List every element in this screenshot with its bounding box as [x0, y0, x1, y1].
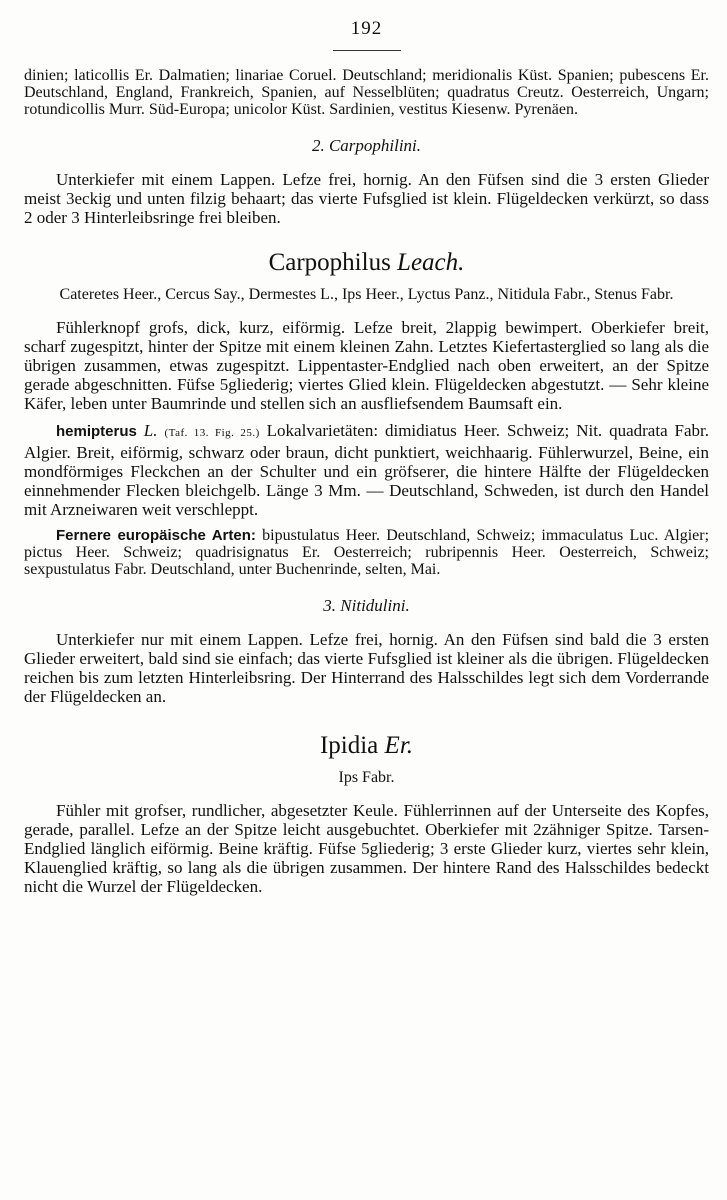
other-species-label: Fernere europäische Arten: [56, 527, 256, 544]
section-title-carpophilini: 2. Carpophilini. [311, 136, 422, 155]
spacer [24, 413, 709, 421]
nitidulini-paragraph: Unterkiefer nur mit einem Lappen. Lefze frei, hornig. An den Füfsen sind bald die 3 ersten Glieder erweitert, bald sind sie einfach; das vierte Fufsglied ist kleiner als die übrigen. Flügeldecken reichen bis zum letzten Hinterleibsring. Der Hinterrand des Halsschildes legt sich dem Vorderrande der Flügeldecken an. [24, 630, 709, 706]
intro-paragraph: dinien; laticollis Er. Dalmatien; linariae Coruel. Deutschland; meridionalis Küst. Spanien; pubescens Er. Deutschland, England, Frankreich, Spanien, auf Nesselblüten; quadratus Creutz. Oesterreich, Ungarn; rotundicollis Murr. Süd-Europa; unicolor Küst. Sardinien, vestitus Kiesenw. Pyrenäen. [24, 67, 709, 118]
genus-author: Leach. [397, 249, 465, 276]
species-name: hemipterus [56, 423, 137, 440]
species-reference: (Taf. 13. Fig. 25.) [164, 427, 260, 439]
other-species-text: bipustulatus Heer. Deutschland, Schweiz; immaculatus Luc. Algier; pictus Heer. Schweiz; quadrisignatus Er. Oesterreich; rubripennis Heer. Oesterreich, Schweiz; sexpustulatus Fabr. Deutschland, unter Buchenrinde, selten, Mai. [24, 527, 710, 578]
section-title-nitidulini: 3. Nitidulini. [323, 596, 410, 615]
page-number: 192 [350, 18, 383, 39]
genus-author: Er. [384, 732, 414, 759]
ipidia-description: Fühler mit grofser, rundlicher, abgesetzter Keule. Fühlerrinnen auf der Unterseite des Kopfes, gerade, parallel. Lefze an der Spitze leicht ausgebuchtet. Oberkiefer mit 2zähniger Spitze. Tarsen-Endglied länglich eiförmig. Beine kräftig. Füfse 5gliederig; 3 erste Glieder kurz, viertes sehr klein, Klauenglied kräftig, so lang als die übrigen zusammen. Der hintere Rand des Halsschildes bedeckt nicht die Wurzel der Flügeldecken. [24, 801, 709, 896]
spacer [24, 519, 709, 527]
genus-name: Ipidia [319, 732, 379, 759]
carpophilus-synonyms: Cateretes Heer., Cercus Say., Dermestes L., Ips Heer., Lyctus Panz., Nitidula Fabr., Stenus Fabr. [59, 286, 674, 303]
header-rule [333, 50, 401, 51]
carpophilini-paragraph: Unterkiefer mit einem Lappen. Lefze frei, hornig. An den Füfsen sind die 3 ersten Glieder meist 3eckig und unten filzig behaart; das vierte Fufsglied ist klein. Flügeldecken verkürzt, so dass 2 oder 3 Hinterleibsringe frei bleiben. [24, 170, 709, 227]
other-species [24, 527, 709, 578]
genus-title-ipidia [24, 732, 709, 760]
species-author: L. [143, 421, 158, 440]
genus-title-carpophilus [24, 249, 709, 277]
carpophilus-description: Fühlerknopf grofs, dick, kurz, eiförmig. Lefze breit, 2lappig bewimpert. Oberkiefer breit, scharf zugespitzt, hinter der Spitze mit einem kleinen Zahn. Letztes Kiefertasterglied so lang als die übrigen zusammen, etwas zugespitzt. Lippentaster-Endglied nach oben erweitert, an der Spitze gerade abgeschnitten. Füfse 5gliederig; viertes Glied klein. Flügeldecken abgestutzt. — Sehr kleine Käfer, leben unter Baumrinde und stellen sich an ausfliefsendem Baumsaft ein. [24, 318, 709, 413]
genus-name: Carpophilus [268, 249, 391, 276]
ipidia-synonym: Ips Fabr. [338, 769, 395, 786]
species-text: Lokalvarietäten: dimidiatus Heer. Schweiz; Nit. quadrata Fabr. Algier. Breit, eiförmig, schwarz oder braun, dicht punktiert, weichhaarig. Fühlerwurzel, Beine, ein mondförmiges Fleckchen an der Schulter und ein gröfserer, die hintere Hälfte der Flügeldecken einnehmender Flecken bleichgelb. Länge 3 Mm. — Deutschland, Schweden, ist durch den Handel mit Arzneiwaren weit verschleppt. [24, 421, 710, 519]
species-hemipterus [24, 421, 709, 519]
